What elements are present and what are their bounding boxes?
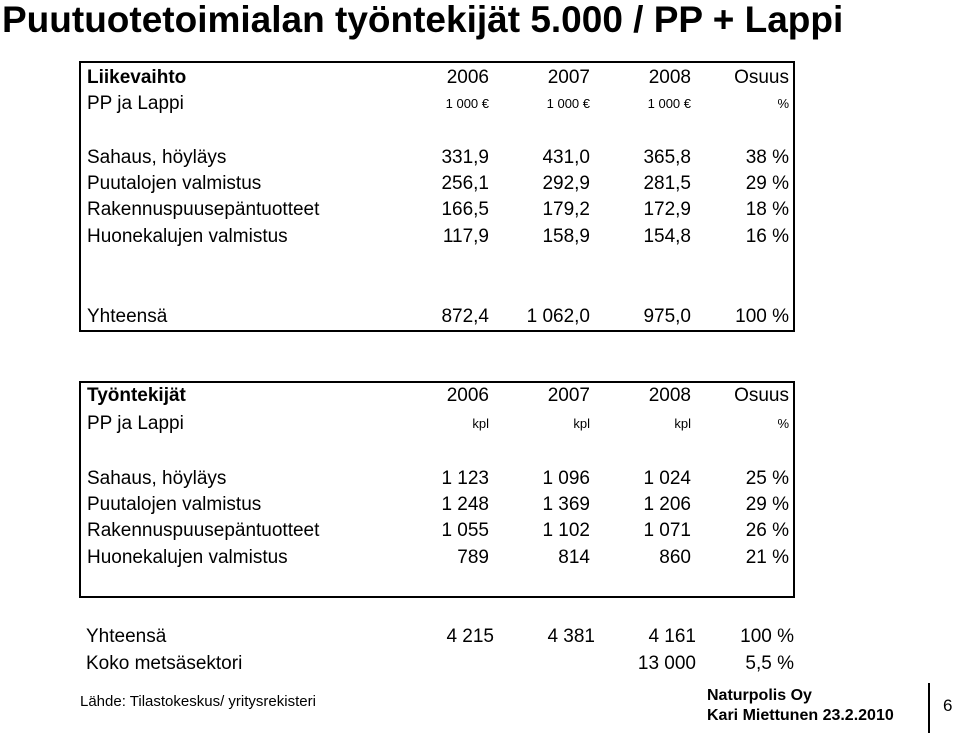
unit-label: % [777, 96, 789, 111]
revenue-header-row [87, 65, 793, 91]
footer-author: Kari Miettunen 23.2.2010 [707, 707, 894, 724]
employees-table [79, 381, 795, 598]
table-row [87, 145, 793, 171]
share-header: Osuus [734, 67, 789, 88]
revenue-table [79, 61, 795, 332]
cell: 256,1 [441, 173, 489, 194]
footer-credit [707, 686, 894, 726]
table-row [87, 492, 793, 518]
cell: 814 [558, 547, 590, 568]
cell: 975,0 [643, 306, 691, 327]
table-row [87, 466, 793, 492]
table-row [87, 518, 793, 544]
row-label: Rakennuspuusepäntuotteet [87, 520, 320, 541]
unit-label: % [777, 416, 789, 431]
source-note: Lähde: Tilastokeskus/ yritysrekisteri [80, 693, 316, 710]
cell: 365,8 [643, 147, 691, 168]
page-title: Puutuotetoimialan työntekijät 5.000 / PP + Lappi [2, 0, 844, 40]
cell: 18 % [745, 199, 789, 220]
forest-sector-value: 13 000 [637, 653, 696, 674]
cell: 1 055 [441, 520, 489, 541]
employees-subheading: PP ja Lappi [87, 413, 184, 434]
cell: 154,8 [643, 226, 691, 247]
cell: 1 024 [643, 468, 691, 489]
cell: 1 062,0 [526, 306, 590, 327]
footer-org: Naturpolis Oy [707, 687, 812, 704]
row-label: Sahaus, höyläys [87, 147, 227, 168]
cell: 117,9 [442, 226, 489, 247]
row-label: Huonekalujen valmistus [87, 226, 288, 247]
footer-divider [928, 683, 930, 733]
year-header: 2008 [648, 67, 691, 88]
year-header: 2006 [446, 385, 489, 406]
cell: 179,2 [542, 199, 590, 220]
table-row [87, 197, 793, 223]
row-label: Sahaus, höyläys [87, 468, 227, 489]
cell: 1 206 [643, 494, 691, 515]
table-row [87, 545, 793, 571]
cell: 1 248 [441, 494, 489, 515]
cell: 158,9 [542, 226, 590, 247]
cell: 4 381 [547, 626, 595, 647]
revenue-subheading: PP ja Lappi [87, 93, 184, 114]
cell: 1 369 [542, 494, 590, 515]
cell: 16 % [745, 226, 789, 247]
row-label: Huonekalujen valmistus [87, 547, 288, 568]
table-row [87, 171, 793, 197]
unit-label: 1 000 € [445, 96, 489, 111]
year-header: 2006 [446, 67, 489, 88]
cell: 21 % [745, 547, 789, 568]
cell: 29 % [745, 173, 789, 194]
year-header: 2007 [547, 67, 590, 88]
forest-sector-share: 5,5 % [745, 653, 794, 674]
share-header: Osuus [734, 385, 789, 406]
year-header: 2008 [648, 385, 691, 406]
forest-sector-row [86, 651, 798, 677]
employees-header-row [87, 383, 793, 409]
cell: 4 215 [446, 626, 494, 647]
revenue-unit-row [87, 91, 793, 117]
page-number: 6 [943, 696, 953, 715]
cell: 860 [659, 547, 691, 568]
cell: 38 % [745, 147, 789, 168]
unit-label: 1 000 € [647, 96, 691, 111]
unit-label: 1 000 € [546, 96, 590, 111]
unit-label: kpl [472, 416, 489, 431]
cell: 100 % [740, 626, 794, 647]
row-label: Puutalojen valmistus [87, 494, 262, 515]
cell: 29 % [745, 494, 789, 515]
cell: 1 123 [441, 468, 489, 489]
employees-unit-row [87, 411, 793, 437]
total-row [87, 304, 793, 330]
cell: 789 [457, 547, 489, 568]
cell: 1 096 [542, 468, 590, 489]
year-header: 2007 [547, 385, 590, 406]
cell: 872,4 [441, 306, 489, 327]
total-label: Yhteensä [86, 626, 167, 647]
employees-heading: Työntekijät [87, 385, 186, 406]
cell: 26 % [745, 520, 789, 541]
cell: 1 102 [542, 520, 590, 541]
cell: 25 % [745, 468, 789, 489]
cell: 292,9 [542, 173, 590, 194]
row-label: Rakennuspuusepäntuotteet [87, 199, 320, 220]
cell: 4 161 [648, 626, 696, 647]
unit-label: kpl [674, 416, 691, 431]
total-label: Yhteensä [87, 306, 168, 327]
forest-sector-label: Koko metsäsektori [86, 653, 243, 674]
revenue-heading: Liikevaihto [87, 67, 187, 88]
table-row [87, 224, 793, 250]
unit-label: kpl [573, 416, 590, 431]
cell: 281,5 [643, 173, 691, 194]
cell: 431,0 [542, 147, 590, 168]
cell: 1 071 [643, 520, 691, 541]
employees-total-row [86, 624, 798, 650]
row-label: Puutalojen valmistus [87, 173, 262, 194]
cell: 100 % [735, 306, 789, 327]
cell: 331,9 [441, 147, 489, 168]
cell: 172,9 [643, 199, 691, 220]
cell: 166,5 [441, 199, 489, 220]
